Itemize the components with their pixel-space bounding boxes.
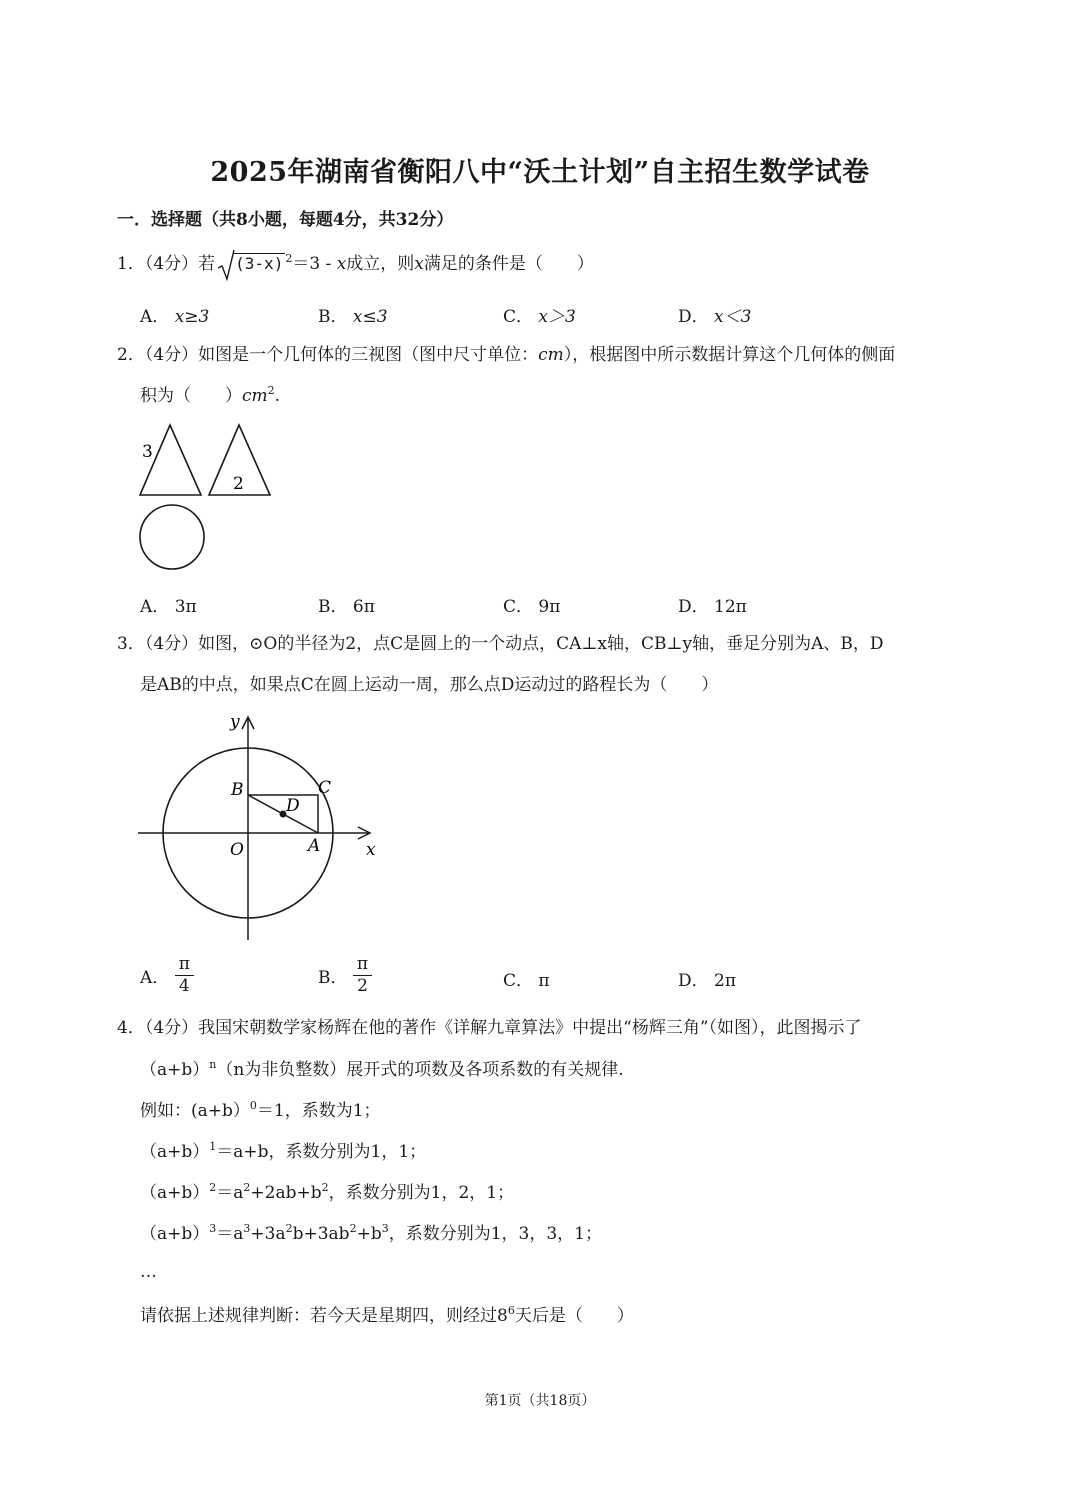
question-number: 1．: [117, 254, 145, 274]
question-score: （4分）: [144, 634, 199, 654]
section-heading: 一．选择题（共8小题，每题4分，共32分）: [117, 210, 454, 230]
expression: +3a: [250, 1224, 286, 1244]
expression: ，系数分别为1，2，1；: [328, 1183, 515, 1203]
exponent: 6: [507, 1304, 515, 1317]
dimension-label-3: 3: [142, 442, 153, 462]
question-score: （4分）: [144, 254, 199, 274]
q3-option-c[interactable]: [503, 966, 550, 991]
question-4-final: [140, 1304, 634, 1328]
option-label: B．: [318, 968, 348, 988]
top-view-circle: [140, 505, 204, 569]
expression: （a+b）: [140, 1142, 210, 1162]
label-c: C: [318, 778, 332, 798]
exponent: 2: [267, 384, 275, 397]
question-text: 积为（ ）: [140, 386, 242, 406]
option-label: B．: [318, 307, 348, 327]
question-text: 若: [198, 254, 216, 274]
question-text: 天后是（ ）: [514, 1306, 634, 1326]
question-score: （4分）: [144, 345, 199, 365]
option-label: C．: [503, 597, 534, 617]
expression: b+3ab: [292, 1224, 350, 1244]
question-text: （n为非负整数）展开式的项数及各项系数的有关规律.: [216, 1060, 624, 1080]
q2-option-b[interactable]: [318, 592, 375, 617]
unit: cm: [538, 345, 564, 365]
exponent: 1: [209, 1140, 217, 1153]
example-0: [140, 1099, 381, 1123]
page-footer: 第1页（共18页）: [484, 1393, 596, 1409]
fraction-numerator: π: [353, 954, 372, 976]
question-2: [117, 343, 895, 367]
option-text: x＞3: [538, 307, 576, 327]
question-text: 我国宋朝数学家杨辉在他的著作《详解九章算法》中提出“杨辉三角”（如图），此图揭示了: [198, 1018, 862, 1038]
exponent: 2: [285, 1222, 293, 1235]
question-3-line-2: [140, 673, 718, 697]
expression: ＝a: [216, 1183, 244, 1203]
option-label: A．: [140, 968, 170, 988]
q1-option-c[interactable]: [503, 302, 576, 327]
exponent: 2: [243, 1181, 251, 1194]
sqrt-expression: [217, 252, 285, 276]
question-3: [117, 632, 884, 656]
question-number: 4．: [117, 1018, 145, 1038]
page-title: 2025年湖南省衡阳八中“沃土计划”自主招生数学试卷: [210, 157, 870, 188]
expression: （a+b）: [140, 1224, 210, 1244]
fraction-numerator: π: [175, 954, 194, 976]
option-text: 9π: [538, 597, 561, 617]
question-text: 如图是一个几何体的三视图（图中尺寸单位：: [198, 345, 539, 365]
exponent: 2: [209, 1181, 217, 1194]
option-text: 2π: [714, 971, 737, 991]
option-text: 6π: [352, 597, 375, 617]
option-text: x≥3: [174, 307, 210, 327]
exponent: 2: [321, 1181, 329, 1194]
exponent: n: [209, 1058, 217, 1071]
variable: x: [414, 254, 424, 274]
option-label: D．: [678, 597, 709, 617]
q2-option-d[interactable]: [678, 592, 747, 617]
expression: ，系数分别为1，3，3，1；: [388, 1224, 602, 1244]
radical-sign-icon: [217, 248, 235, 282]
fraction-denominator: 4: [178, 976, 190, 996]
ellipsis: …: [140, 1262, 157, 1282]
label-b: B: [231, 780, 244, 800]
question-score: （4分）: [144, 1018, 199, 1038]
expression: （a+b）: [140, 1183, 210, 1203]
expression: +2ab+b: [250, 1183, 322, 1203]
expression: ＝a: [216, 1224, 244, 1244]
expression: ＝1，系数为1；: [256, 1101, 381, 1121]
exponent: 3: [243, 1222, 251, 1235]
expression: ＝a+b，系数分别为1，1；: [216, 1142, 427, 1162]
label-y: y: [230, 712, 240, 732]
q3-option-d[interactable]: [678, 966, 736, 991]
label-x: x: [366, 840, 376, 860]
question-text: ＝3 -: [292, 254, 337, 274]
question-text: 请依据上述规律判断：若今天是星期四，则经过8: [140, 1306, 508, 1326]
exponent: 2: [285, 252, 293, 265]
q3-option-a[interactable]: [140, 954, 194, 997]
question-4: [117, 1016, 862, 1040]
example-1: [140, 1140, 426, 1164]
q1-option-a[interactable]: [140, 302, 209, 327]
q2-option-a[interactable]: [140, 592, 197, 617]
option-text: π: [538, 971, 550, 991]
q1-option-d[interactable]: [678, 302, 751, 327]
question-text: ），根据图中所示数据计算这个几何体的侧面: [563, 345, 896, 365]
option-text: 3π: [174, 597, 197, 617]
example-3: [140, 1222, 602, 1246]
question-text: 如图，⊙O的半径为2，点C是圆上的一个动点，CA⊥x轴，CB⊥y轴，垂足分别为A、B，D: [198, 634, 884, 654]
q3-option-b[interactable]: [318, 954, 372, 997]
option-label: B．: [318, 597, 348, 617]
question-4-line-2: [140, 1058, 624, 1082]
radicand: (3-x): [235, 254, 284, 273]
option-text: x＜3: [714, 307, 752, 327]
example-2: [140, 1181, 514, 1205]
exponent: 3: [209, 1222, 217, 1235]
exponent: 2: [349, 1222, 357, 1235]
option-label: D．: [678, 971, 709, 991]
dimension-label-2: 2: [233, 474, 244, 494]
fraction: [175, 954, 194, 997]
q2-option-c[interactable]: [503, 592, 560, 617]
fraction: [353, 954, 372, 997]
fraction-denominator: 2: [357, 976, 368, 996]
expression: （a+b）: [140, 1060, 210, 1080]
question-text: 是AB的中点，如果点C在圆上运动一周，那么点D运动过的路程长为（ ）: [140, 675, 719, 695]
exponent: 0: [249, 1099, 257, 1112]
unit: cm: [242, 386, 268, 406]
question-text: 成立，则: [346, 254, 415, 274]
option-label: A．: [140, 597, 170, 617]
expression: +b: [356, 1224, 382, 1244]
question-2-line-2: [140, 384, 280, 408]
option-text: 12π: [714, 597, 747, 617]
label-o: O: [230, 840, 244, 860]
expression: 例如：(a+b）: [140, 1101, 250, 1121]
variable: x: [336, 254, 347, 274]
q1-option-b[interactable]: [318, 302, 388, 327]
label-d: D: [286, 796, 300, 816]
option-label: D．: [678, 307, 709, 327]
question-number: 2．: [117, 345, 145, 365]
option-label: C．: [503, 307, 534, 327]
question-text: 满足的条件是（ ）: [423, 254, 594, 274]
exponent: 3: [381, 1222, 389, 1235]
question-1: [117, 252, 594, 276]
option-text: x≤3: [352, 307, 388, 327]
label-a: A: [308, 836, 321, 856]
question-text: .: [274, 386, 281, 406]
circle-coordinate-figure: [130, 705, 390, 950]
three-view-figure: [130, 415, 290, 580]
option-label: C．: [503, 971, 534, 991]
question-number: 3．: [117, 634, 145, 654]
option-label: A．: [140, 307, 170, 327]
